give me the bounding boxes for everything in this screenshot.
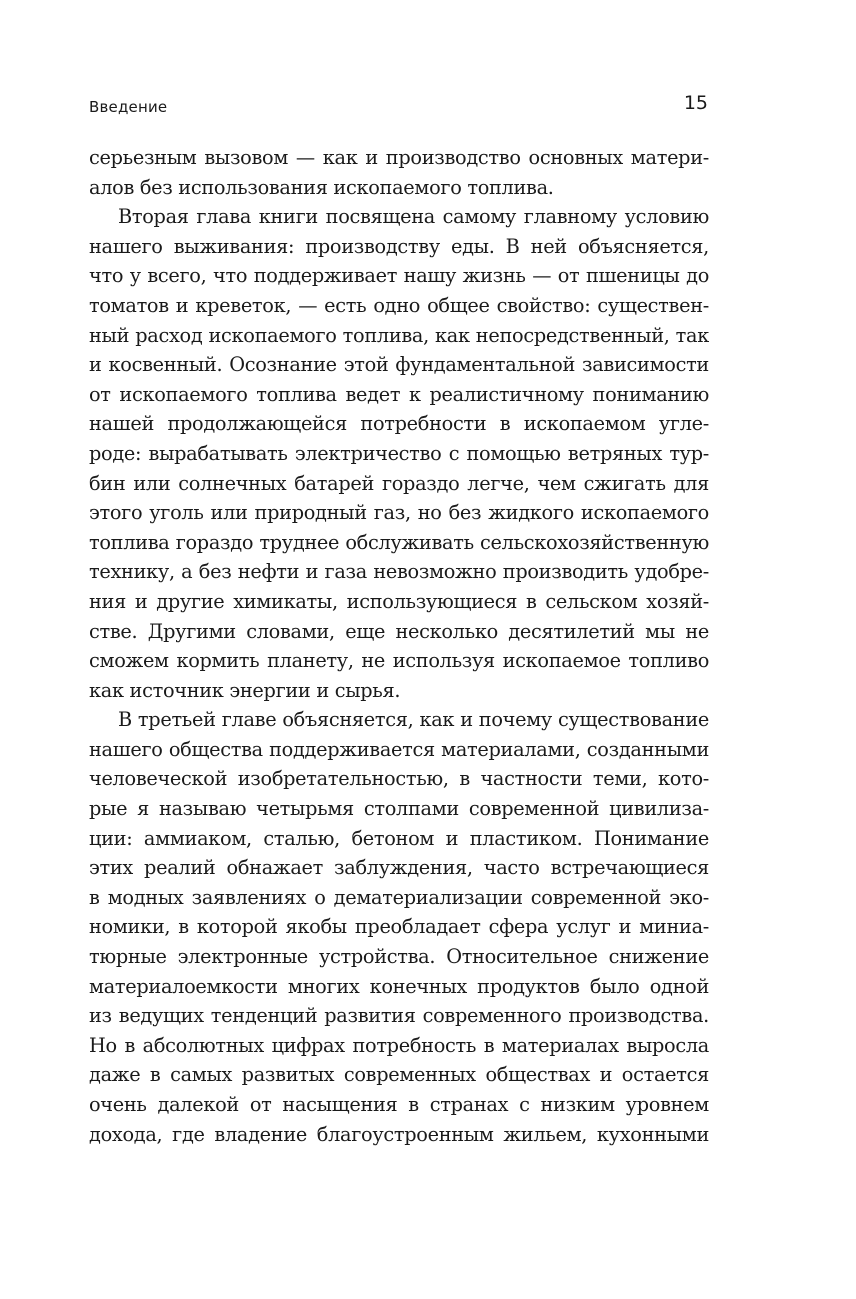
text-line: номики, в которой якобы преобладает сфера услуг и миниа-: [89, 915, 709, 939]
text-line: даже в самых развитых современных обществах и остается: [89, 1063, 709, 1087]
text-line: томатов и креветок, — есть одно общее свойство: существен-: [89, 293, 709, 317]
text-line: серьезным вызовом — как и производство основных матери-: [89, 146, 709, 169]
text-line: от ископаемого топлива ведет к реалистичному пониманию: [89, 382, 709, 406]
text-line: в модных заявлениях о дематериализации современной эко-: [89, 885, 709, 909]
text-line: топлива гораздо труднее обслуживать сельскохозяйственную: [89, 530, 709, 554]
text-line: В третьей главе объясняется, как и почему существование: [118, 708, 709, 732]
paragraph-continuation: [89, 143, 709, 202]
text-line: человеческой изобретательностью, в частности теми, кото-: [89, 767, 709, 791]
text-line: роде: вырабатывать электричество с помощью ветряных тур-: [89, 441, 709, 465]
text-line: технику, а без нефти и газа невозможно производить удобре-: [89, 560, 709, 584]
text-line: рые я называю четырьмя столпами современной цивилиза-: [89, 797, 709, 821]
paragraph-chapter-three: [89, 705, 709, 1149]
text-line: сможем кормить планету, не используя ископаемое топливо: [89, 649, 709, 673]
body-text: [89, 143, 709, 1149]
text-line: тюрные электронные устройства. Относительное снижение: [89, 945, 709, 969]
text-line: бин или солнечных батарей гораздо легче, чем сжигать для: [89, 471, 709, 495]
running-head: Введение: [89, 98, 168, 116]
text-line: дохода, где владение благоустроенным жильем, кухонными: [89, 1122, 709, 1146]
text-line: Но в абсолютных цифрах потребность в материалах выросла: [89, 1033, 709, 1057]
text-line: стве. Другими словами, еще несколько десятилетий мы не: [89, 619, 709, 643]
paragraph-chapter-two: [89, 202, 709, 705]
text-line: очень далекой от насыщения в странах с низким уровнем: [89, 1093, 709, 1116]
text-line: алов без использования ископаемого топлива.: [89, 175, 554, 199]
text-line: как источник энергии и сырья.: [89, 678, 401, 702]
text-line: Вторая глава книги посвящена самому главному условию: [118, 205, 709, 229]
text-line: из ведущих тенденций развития современного производства.: [89, 1004, 709, 1028]
text-line: нашего выживания: производству еды. В ней объясняется,: [89, 234, 709, 258]
page-number: 15: [683, 92, 708, 114]
text-line: материалоемкости многих конечных продуктов было одной: [89, 974, 709, 998]
text-line: ции: аммиаком, сталью, бетоном и пластиком. Понимание: [89, 826, 709, 850]
text-line: и косвенный. Осознание этой фундаментальной зависимости: [89, 353, 709, 377]
text-line: нашей продолжающейся потребности в ископаемом угле-: [89, 412, 709, 436]
text-line: нашего общества поддерживается материалами, созданными: [89, 737, 709, 761]
text-line: этих реалий обнажает заблуждения, часто встречающиеся: [89, 856, 709, 880]
text-line: ный расход ископаемого топлива, как непосредственный, так: [89, 323, 709, 347]
text-line: ния и другие химикаты, использующиеся в сельском хозяй-: [89, 589, 709, 613]
text-line: что у всего, что поддерживает нашу жизнь — от пшеницы до: [89, 264, 709, 288]
text-line: этого уголь или природный газ, но без жидкого ископаемого: [89, 501, 709, 525]
